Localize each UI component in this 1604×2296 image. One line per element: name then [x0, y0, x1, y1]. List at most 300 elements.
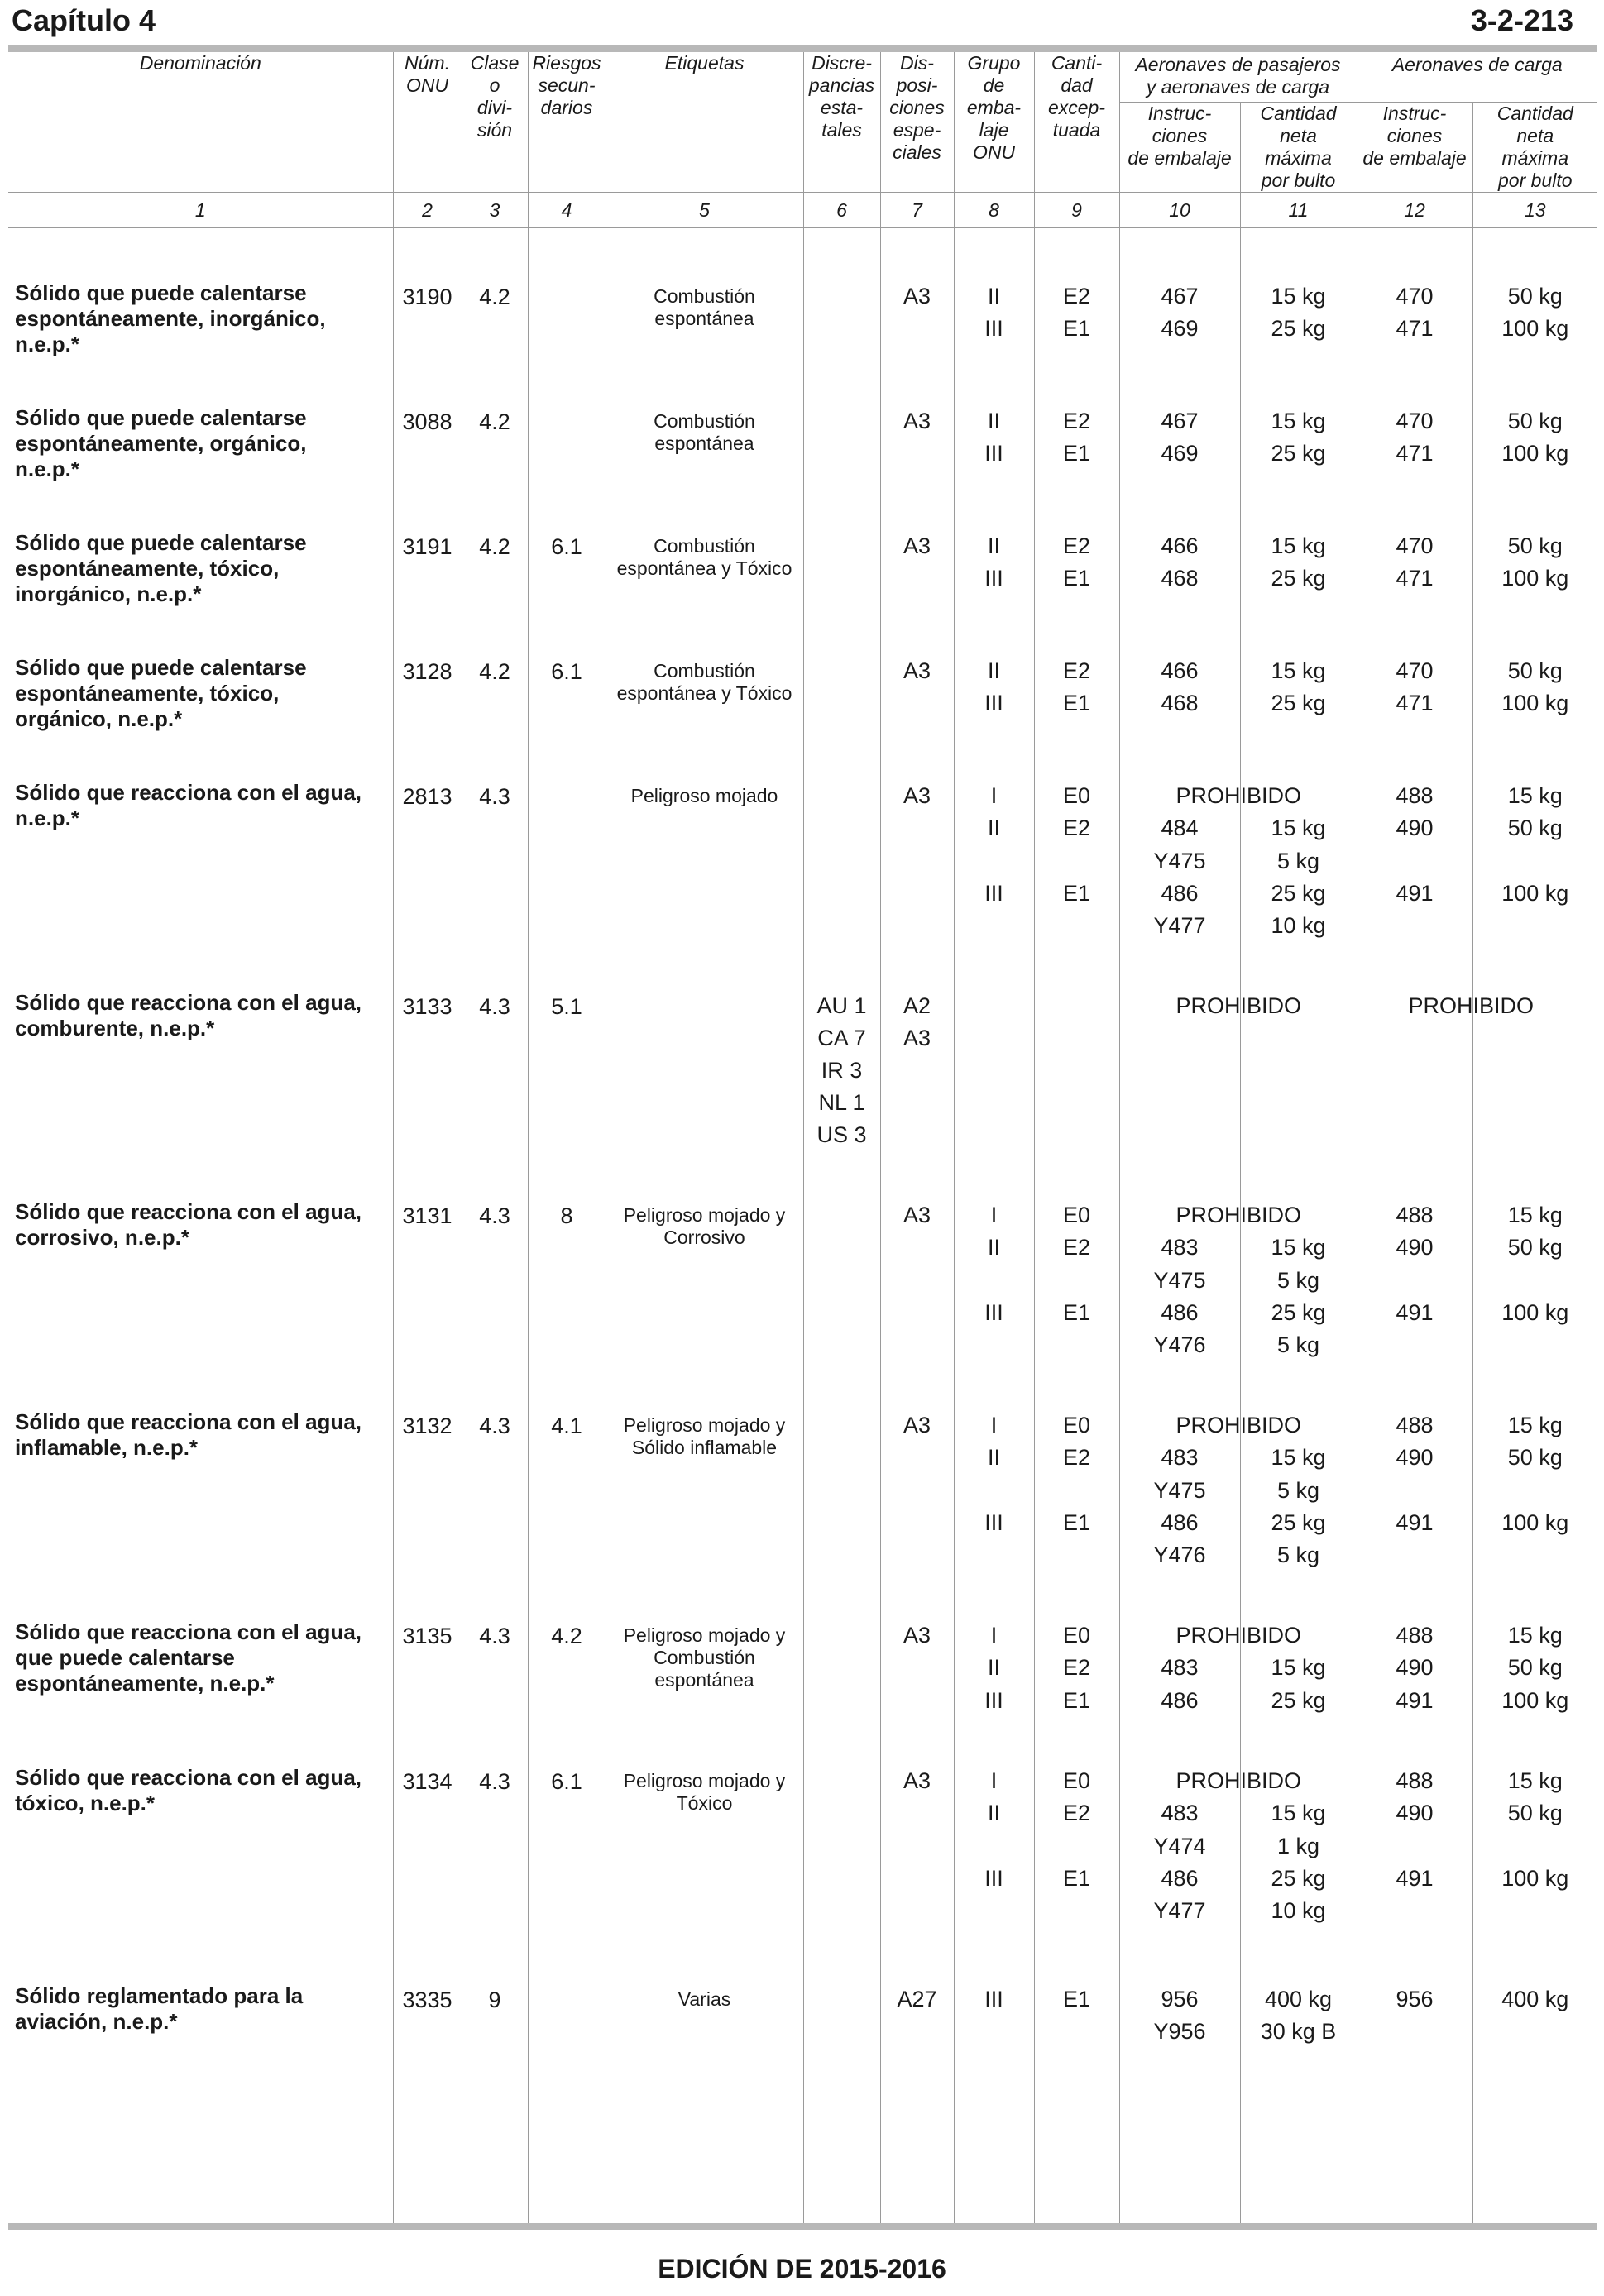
- hazard-label: [606, 655, 803, 732]
- packing-group-cell: [954, 1983, 1034, 2048]
- excepted-quantity: E1: [1062, 1300, 1091, 1325]
- cargo-packing-instruction: 490: [1396, 1655, 1434, 1680]
- col-grupo: Grupo de emba- laje ONU: [954, 52, 1034, 193]
- cargo-packing-instruction: 490: [1396, 1801, 1434, 1825]
- substance-name-line: que puede calentarse: [15, 1645, 235, 1670]
- table-row: [8, 1619, 1597, 1717]
- packing-group-cell: [954, 405, 1034, 482]
- cargo-packing-instruction: 490: [1396, 816, 1434, 840]
- excepted-quantity-cell: [1034, 1199, 1119, 1361]
- special-provision: A3: [903, 409, 931, 433]
- col-cantidad-pasajeros: Cantidad neta máxima por bulto: [1240, 103, 1357, 193]
- cargo-max-net-qty: 50 kg: [1507, 1445, 1563, 1470]
- passenger-packing-instruction-cell: [1119, 990, 1302, 1151]
- excepted-quantity: E1: [1062, 316, 1091, 341]
- col-num-onu: Núm. ONU: [393, 52, 462, 193]
- table-row: [8, 530, 1597, 607]
- col-instrucciones-carga: Instruc- ciones de embalaje: [1357, 103, 1472, 193]
- special-provisions: [880, 655, 954, 732]
- packing-group: II: [987, 1445, 1000, 1470]
- hazard-label-line: espontánea y Tóxico: [616, 682, 792, 704]
- passenger-packing-instruction: Y477: [1153, 1898, 1206, 1923]
- cargo-packing-instruction: 956: [1396, 1987, 1434, 2011]
- footer-edition: EDICIÓN DE 2015-2016: [658, 2254, 946, 2284]
- passenger-packing-instruction: Y474: [1153, 1834, 1206, 1858]
- hazard-label-line: espontánea: [654, 433, 754, 454]
- excepted-quantity: [1035, 990, 1119, 1022]
- passenger-prohibited: PROHIBIDO: [1175, 1623, 1302, 1648]
- cargo-packing-instruction-cell: [1357, 405, 1472, 482]
- passenger-packing-instruction: 956: [1161, 1987, 1199, 2011]
- cargo-packing-instruction: 488: [1396, 1768, 1434, 1793]
- excepted-quantity: [1035, 1895, 1119, 1927]
- excepted-quantity: E2: [1062, 1235, 1091, 1260]
- excepted-quantity: [1035, 910, 1119, 942]
- packing-group: III: [984, 1866, 1003, 1891]
- substance-name: [8, 655, 393, 732]
- cargo-packing-instruction-cell: [1357, 780, 1472, 942]
- substance-name: [8, 1983, 393, 2048]
- table-row: [8, 405, 1597, 482]
- substance-name: [8, 780, 393, 942]
- hazard-label-line: Combustión: [654, 285, 755, 307]
- cargo-max-net-qty: [1473, 1895, 1598, 1927]
- hazard-class: 4.3: [462, 780, 528, 942]
- packing-group-cell: [954, 1619, 1034, 1717]
- substance-name-line: espontáneamente, n.e.p.*: [15, 1671, 275, 1696]
- substance-name-line: Sólido reglamentado para la: [15, 1983, 304, 2008]
- table-row: [8, 1983, 1597, 2048]
- spacer-row: [8, 1927, 1597, 1983]
- cargo-packing-instruction: 491: [1396, 881, 1434, 906]
- passenger-packing-instruction: [1120, 1619, 1302, 1652]
- excepted-quantity: E2: [1062, 1655, 1091, 1680]
- state-variation: US 3: [816, 1122, 867, 1147]
- passenger-max-net-qty: 25 kg: [1271, 881, 1326, 906]
- subsidiary-risk: 5.1: [528, 990, 606, 1151]
- spacer-row: [8, 1151, 1597, 1199]
- dangerous-goods-table: [8, 52, 1597, 2223]
- substance-name: [8, 1619, 393, 1717]
- substance-name-line: tóxico, n.e.p.*: [15, 1791, 156, 1815]
- special-provision: A3: [903, 1203, 931, 1227]
- passenger-packing-instruction-cell: [1119, 530, 1240, 607]
- cargo-max-net-qty: 15 kg: [1507, 1203, 1563, 1227]
- packing-group: II: [987, 1801, 1000, 1825]
- substance-name-line: espontáneamente, tóxico,: [15, 556, 280, 581]
- packing-group: I: [990, 1203, 998, 1227]
- passenger-prohibited: PROHIBIDO: [1175, 1413, 1302, 1437]
- passenger-packing-instruction: 483: [1161, 1801, 1199, 1825]
- hazard-label-line: Combustión: [654, 535, 755, 557]
- cargo-packing-instruction: 471: [1396, 441, 1434, 466]
- hazard-label-line: Varias: [678, 1988, 731, 2010]
- passenger-packing-instruction: 469: [1161, 441, 1199, 466]
- cargo-packing-instruction: 491: [1396, 1300, 1434, 1325]
- passenger-max-net-qty: 25 kg: [1271, 1866, 1326, 1891]
- passenger-max-net-qty: 15 kg: [1271, 658, 1326, 683]
- state-variations: [803, 1619, 880, 1717]
- cargo-packing-instruction: 488: [1396, 1413, 1434, 1437]
- un-number: 3132: [393, 1409, 462, 1571]
- passenger-max-net-qty: 25 kg: [1271, 1300, 1326, 1325]
- excepted-quantity-cell: [1034, 990, 1119, 1151]
- hazard-class: 4.3: [462, 990, 528, 1151]
- passenger-packing-instruction: Y956: [1153, 2019, 1206, 2044]
- cargo-max-net-qty: 100 kg: [1501, 1866, 1569, 1891]
- passenger-max-net-qty: 15 kg: [1271, 284, 1326, 309]
- state-variations: [803, 280, 880, 357]
- packing-group: II: [987, 533, 1000, 558]
- passenger-packing-instruction: Y475: [1153, 849, 1206, 873]
- cargo-packing-instruction: [1357, 1475, 1472, 1507]
- passenger-packing-instruction: 468: [1161, 691, 1199, 715]
- cargo-packing-instruction: [1357, 1265, 1472, 1297]
- subsidiary-risk: [528, 780, 606, 942]
- excepted-quantity: E1: [1062, 566, 1091, 591]
- excepted-quantity: E2: [1062, 816, 1091, 840]
- spacer-row: [8, 607, 1597, 655]
- subsidiary-risk: [528, 405, 606, 482]
- passenger-max-net-qty: 15 kg: [1271, 409, 1326, 433]
- hazard-label: [606, 1619, 803, 1717]
- passenger-max-net-qty: 25 kg: [1271, 441, 1326, 466]
- special-provision: A3: [903, 1768, 931, 1793]
- col-riesgos: Riesgos secun- darios: [528, 52, 606, 193]
- cargo-max-net-qty-cell: [1472, 1983, 1597, 2048]
- passenger-packing-instruction: 467: [1161, 409, 1199, 433]
- packing-group: [955, 1475, 1034, 1507]
- cargo-max-net-qty: 50 kg: [1507, 533, 1563, 558]
- packing-group: III: [984, 441, 1003, 466]
- excepted-quantity: E2: [1062, 658, 1091, 683]
- special-provision: A27: [897, 1987, 937, 2011]
- cargo-packing-instruction-cell: [1357, 655, 1472, 732]
- un-number: 3134: [393, 1765, 462, 1927]
- excepted-quantity: E2: [1062, 284, 1091, 309]
- hazard-class: 9: [462, 1983, 528, 2048]
- special-provisions: [880, 405, 954, 482]
- packing-group: II: [987, 816, 1000, 840]
- cargo-max-net-qty: [1473, 910, 1598, 942]
- hazard-label: [606, 780, 803, 942]
- passenger-max-net-qty: 5 kg: [1276, 1332, 1320, 1357]
- special-provisions: [880, 1409, 954, 1571]
- cargo-max-net-qty: 400 kg: [1501, 1987, 1569, 2011]
- col-cantidad-exceptuada: Canti- dad excep- tuada: [1034, 52, 1119, 193]
- hazard-class: 4.2: [462, 280, 528, 357]
- packing-group: II: [987, 409, 1000, 433]
- excepted-quantity: E0: [1062, 1413, 1091, 1437]
- un-number: 2813: [393, 780, 462, 942]
- excepted-quantity: E1: [1062, 691, 1091, 715]
- excepted-quantity: [1035, 845, 1119, 878]
- special-provisions: [880, 1199, 954, 1361]
- hazard-label: [606, 990, 803, 1151]
- subsidiary-risk: 6.1: [528, 655, 606, 732]
- hazard-class: 4.2: [462, 530, 528, 607]
- cargo-max-net-qty: 50 kg: [1507, 658, 1563, 683]
- state-variations: [803, 990, 880, 1151]
- cargo-max-net-qty: 100 kg: [1501, 691, 1569, 715]
- state-variations: [803, 530, 880, 607]
- cargo-max-net-qty: 100 kg: [1501, 1688, 1569, 1713]
- cargo-max-net-qty: 50 kg: [1507, 409, 1563, 433]
- cargo-packing-instruction: [1357, 1830, 1472, 1863]
- packing-group: III: [984, 1688, 1003, 1713]
- cargo-packing-instruction: 488: [1396, 783, 1434, 808]
- passenger-prohibited: PROHIBIDO: [1175, 1768, 1302, 1793]
- hazard-label-line: espontánea y Tóxico: [616, 557, 792, 579]
- packing-group: I: [990, 1413, 998, 1437]
- excepted-quantity: E0: [1062, 783, 1091, 808]
- passenger-max-net-qty-cell: [1240, 405, 1357, 482]
- cargo-max-net-qty: [1473, 2016, 1598, 2048]
- packing-group: III: [984, 1300, 1003, 1325]
- cargo-max-net-qty: 50 kg: [1507, 816, 1563, 840]
- passenger-max-net-qty: 5 kg: [1276, 1268, 1320, 1293]
- passenger-max-net-qty: 10 kg: [1271, 913, 1326, 938]
- spacer-row: [8, 1361, 1597, 1409]
- substance-name-line: orgánico, n.e.p.*: [15, 706, 183, 731]
- passenger-packing-instruction-cell: [1119, 280, 1240, 357]
- passenger-max-net-qty: 5 kg: [1276, 1543, 1320, 1567]
- substance-name: [8, 280, 393, 357]
- un-number: 3190: [393, 280, 462, 357]
- subsidiary-risk: 8: [528, 1199, 606, 1361]
- passenger-max-net-qty-cell: [1240, 280, 1357, 357]
- cargo-max-net-qty-cell: [1472, 280, 1597, 357]
- hazard-class: 4.3: [462, 1199, 528, 1361]
- state-variation: CA 7: [817, 1026, 866, 1050]
- excepted-quantity: [1035, 1265, 1119, 1297]
- passenger-prohibited: PROHIBIDO: [1175, 1203, 1302, 1227]
- passenger-packing-instruction: 467: [1161, 284, 1199, 309]
- substance-name-line: corrosivo, n.e.p.*: [15, 1225, 189, 1250]
- passenger-packing-instruction: 483: [1161, 1445, 1199, 1470]
- passenger-max-net-qty-cell: [1240, 655, 1357, 732]
- table-row: [8, 990, 1597, 1151]
- spacer-row: [8, 482, 1597, 530]
- cargo-max-net-qty: [1473, 1329, 1598, 1361]
- cargo-packing-instruction: 471: [1396, 691, 1434, 715]
- special-provisions: [880, 530, 954, 607]
- hazard-label: [606, 1199, 803, 1361]
- packing-group: I: [990, 783, 998, 808]
- packing-group: [955, 1265, 1034, 1297]
- state-variations: [803, 1765, 880, 1927]
- passenger-packing-instruction: Y475: [1153, 1268, 1206, 1293]
- hazard-label-line: Combustión: [654, 410, 755, 432]
- passenger-packing-instruction: 486: [1161, 881, 1199, 906]
- excepted-quantity-cell: [1034, 280, 1119, 357]
- spacer-row: [8, 1717, 1597, 1765]
- substance-name-line: Sólido que reacciona con el agua,: [15, 1765, 361, 1790]
- cargo-max-net-qty: 50 kg: [1507, 1801, 1563, 1825]
- hazard-label-line: Sólido inflamable: [631, 1437, 778, 1458]
- special-provisions: [880, 1619, 954, 1717]
- excepted-quantity: E2: [1062, 533, 1091, 558]
- excepted-quantity: E0: [1062, 1203, 1091, 1227]
- group-carga: Aeronaves de carga: [1357, 52, 1597, 103]
- packing-group: [955, 1895, 1034, 1927]
- passenger-max-net-qty: 25 kg: [1271, 566, 1326, 591]
- hazard-label-line: Peligroso mojado y: [623, 1770, 786, 1791]
- table-header: [8, 52, 1597, 228]
- substance-name-line: Sólido que puede calentarse: [15, 655, 307, 680]
- excepted-quantity: E1: [1062, 441, 1091, 466]
- packing-group: II: [987, 658, 1000, 683]
- spacer-row: [8, 228, 1597, 281]
- cargo-packing-instruction: 471: [1396, 566, 1434, 591]
- excepted-quantity-cell: [1034, 1983, 1119, 2048]
- substance-name: [8, 405, 393, 482]
- cargo-max-net-qty: 100 kg: [1501, 316, 1569, 341]
- cargo-packing-instruction: 491: [1396, 1688, 1434, 1713]
- passenger-packing-instruction: 486: [1161, 1688, 1199, 1713]
- cargo-max-net-qty: 15 kg: [1507, 1413, 1563, 1437]
- cargo-packing-instruction: 471: [1396, 316, 1434, 341]
- packing-group: [955, 845, 1034, 878]
- cargo-max-net-qty: 50 kg: [1507, 1655, 1563, 1680]
- passenger-max-net-qty-cell: [1240, 1983, 1357, 2048]
- special-provisions: [880, 280, 954, 357]
- state-variations: [803, 1983, 880, 2048]
- packing-group: II: [987, 284, 1000, 309]
- packing-group-cell: [954, 780, 1034, 942]
- passenger-packing-instruction: [1120, 780, 1302, 812]
- passenger-packing-instruction: 486: [1161, 1866, 1199, 1891]
- cargo-packing-instruction: 470: [1396, 533, 1434, 558]
- packing-group: [955, 990, 1034, 1022]
- substance-name-line: Sólido que reacciona con el agua,: [15, 1619, 361, 1644]
- cargo-packing-instruction: 470: [1396, 284, 1434, 309]
- hazard-label-line: Peligroso mojado y: [623, 1204, 786, 1226]
- excepted-quantity: E1: [1062, 1987, 1091, 2011]
- excepted-quantity: E2: [1062, 1445, 1091, 1470]
- excepted-quantity: [1035, 1830, 1119, 1863]
- substance-name-line: n.e.p.*: [15, 806, 80, 830]
- packing-group: III: [984, 881, 1003, 906]
- hazard-label-line: Peligroso mojado y: [623, 1414, 786, 1436]
- cargo-packing-instruction-cell: [1357, 1983, 1472, 2048]
- cargo-max-net-qty: 15 kg: [1507, 1768, 1563, 1793]
- subsidiary-risk: 6.1: [528, 530, 606, 607]
- subsidiary-risk: 6.1: [528, 1765, 606, 1927]
- passenger-packing-instruction: [1120, 990, 1302, 1022]
- cargo-packing-instruction: 491: [1396, 1866, 1434, 1891]
- excepted-quantity-cell: [1034, 1619, 1119, 1717]
- subsidiary-risk: [528, 1983, 606, 2048]
- hazard-label: [606, 530, 803, 607]
- special-provision: A3: [903, 658, 931, 683]
- chapter-title: Capítulo 4: [12, 3, 156, 37]
- cargo-packing-instruction-cell: [1357, 280, 1472, 357]
- cargo-max-net-qty: 100 kg: [1501, 441, 1569, 466]
- table-body: [8, 228, 1597, 2224]
- special-provisions: [880, 990, 954, 1151]
- special-provision: A3: [903, 1623, 931, 1648]
- cargo-packing-instruction: 490: [1396, 1445, 1434, 1470]
- state-variations: [803, 1199, 880, 1361]
- passenger-packing-instruction-cell: [1119, 1983, 1240, 2048]
- cargo-max-net-qty-cell: [1472, 530, 1597, 607]
- col-cantidad-carga: Cantidad neta máxima por bulto: [1472, 103, 1597, 193]
- packing-group-cell: [954, 990, 1034, 1151]
- substance-name-line: Sólido que puede calentarse: [15, 530, 307, 555]
- table-row: [8, 280, 1597, 357]
- excepted-quantity: E0: [1062, 1623, 1091, 1648]
- cargo-max-net-qty: 100 kg: [1501, 881, 1569, 906]
- subsidiary-risk: 4.2: [528, 1619, 606, 1717]
- cargo-max-net-qty-cell: [1472, 780, 1597, 942]
- packing-group-cell: [954, 1409, 1034, 1571]
- passenger-max-net-qty: 25 kg: [1271, 1510, 1326, 1535]
- un-number: 3128: [393, 655, 462, 732]
- col-disposiciones: Dis- posi- ciones espe- ciales: [880, 52, 954, 193]
- packing-group: III: [984, 566, 1003, 591]
- page-number: 3-2-213: [1470, 3, 1573, 37]
- packing-group: III: [984, 1510, 1003, 1535]
- cargo-packing-instruction: 488: [1396, 1203, 1434, 1227]
- cargo-max-net-qty-cell: [1472, 405, 1597, 482]
- state-variation: AU 1: [816, 993, 867, 1018]
- passenger-max-net-qty: 5 kg: [1276, 849, 1320, 873]
- substance-name: [8, 1409, 393, 1571]
- col-denominacion: Denominación: [139, 52, 261, 74]
- packing-group-cell: [954, 1199, 1034, 1361]
- passenger-packing-instruction: 486: [1161, 1300, 1199, 1325]
- excepted-quantity: E2: [1062, 1801, 1091, 1825]
- hazard-label: [606, 280, 803, 357]
- substance-name-line: espontáneamente, tóxico,: [15, 681, 280, 706]
- table-row: [8, 655, 1597, 732]
- hazard-label: [606, 405, 803, 482]
- special-provisions: [880, 1983, 954, 2048]
- table-row: [8, 1409, 1597, 1571]
- cargo-max-net-qty: 100 kg: [1501, 1300, 1569, 1325]
- cargo-max-net-qty: [1473, 1539, 1598, 1571]
- packing-group: [955, 1830, 1034, 1863]
- excepted-quantity: [1035, 2016, 1119, 2048]
- spacer-row: [8, 2048, 1597, 2223]
- passenger-max-net-qty: 25 kg: [1271, 1688, 1326, 1713]
- excepted-quantity: [1035, 1329, 1119, 1361]
- cargo-packing-instruction: [1357, 990, 1535, 1022]
- cargo-max-net-qty-cell: [1472, 655, 1597, 732]
- passenger-max-net-qty: 15 kg: [1271, 816, 1326, 840]
- excepted-quantity-cell: [1034, 405, 1119, 482]
- cargo-max-net-qty-cell: [1472, 1765, 1597, 1927]
- spacer-row: [8, 1571, 1597, 1619]
- un-number: 3191: [393, 530, 462, 607]
- passenger-packing-instruction-cell: [1119, 405, 1240, 482]
- state-variations: [803, 655, 880, 732]
- cargo-packing-instruction: [1357, 910, 1472, 942]
- substance-name-line: aviación, n.e.p.*: [15, 2009, 178, 2034]
- excepted-quantity: E1: [1062, 1866, 1091, 1891]
- passenger-packing-instruction: 483: [1161, 1655, 1199, 1680]
- passenger-packing-instruction-cell: [1119, 655, 1240, 732]
- excepted-quantity: [1035, 1475, 1119, 1507]
- excepted-quantity-cell: [1034, 780, 1119, 942]
- excepted-quantity: E0: [1062, 1768, 1091, 1793]
- passenger-packing-instruction: Y476: [1153, 1543, 1206, 1567]
- cargo-max-net-qty: [1473, 1265, 1598, 1297]
- packing-group: III: [984, 691, 1003, 715]
- col-clase: Clase o divi- sión: [462, 52, 528, 193]
- passenger-prohibited: PROHIBIDO: [1175, 993, 1302, 1018]
